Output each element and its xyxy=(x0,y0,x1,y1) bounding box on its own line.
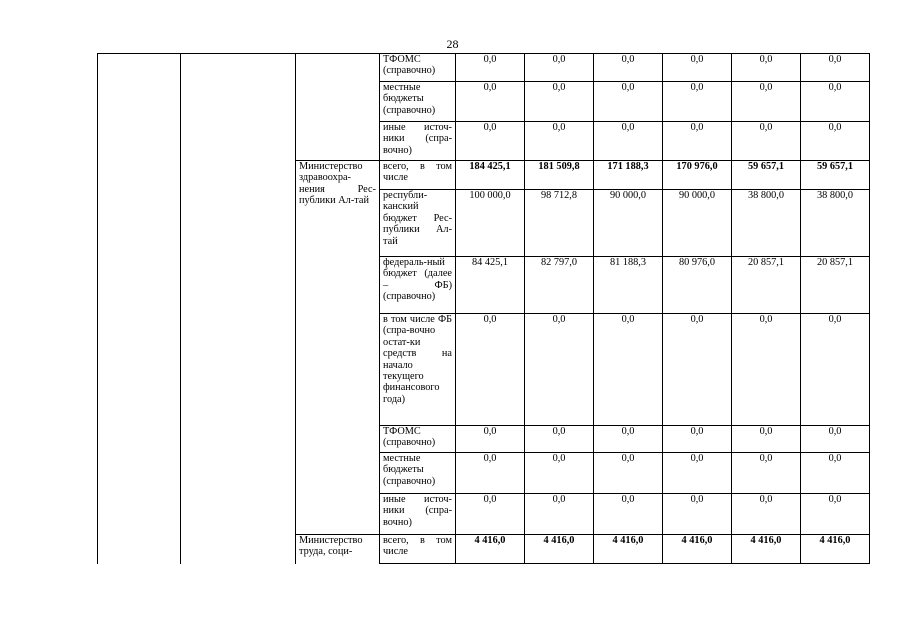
value-cell: 0,0 xyxy=(594,453,663,494)
table-row xyxy=(98,54,870,82)
org-cell: Министерство труда, соци- xyxy=(296,535,380,564)
value-cell: 0,0 xyxy=(732,122,801,161)
org-cell: Министерство здравоохра-нения Рес-публики Ал-тай xyxy=(296,161,380,535)
value-cell: 0,0 xyxy=(801,54,870,82)
value-cell: 0,0 xyxy=(525,82,594,122)
budget-table xyxy=(97,53,870,564)
value-cell: 0,0 xyxy=(525,54,594,82)
value-cell: 0,0 xyxy=(732,453,801,494)
value-cell: 0,0 xyxy=(594,122,663,161)
value-cell: 0,0 xyxy=(663,453,732,494)
value-cell: 0,0 xyxy=(525,494,594,535)
table-body xyxy=(98,54,870,564)
value-cell: 38 800,0 xyxy=(801,190,870,257)
value-cell: 0,0 xyxy=(525,426,594,453)
value-cell: 4 416,0 xyxy=(732,535,801,564)
value-cell: 0,0 xyxy=(732,494,801,535)
value-cell: 4 416,0 xyxy=(801,535,870,564)
value-cell: 90 000,0 xyxy=(663,190,732,257)
value-cell: 0,0 xyxy=(456,122,525,161)
value-cell: 0,0 xyxy=(663,314,732,426)
value-cell: 0,0 xyxy=(456,494,525,535)
funding-source-cell: иные источ-ники (спра-вочно) xyxy=(380,122,456,161)
funding-source-cell: республи-канский бюджет Рес-публики Ал-тай xyxy=(380,190,456,257)
value-cell: 80 976,0 xyxy=(663,257,732,314)
value-cell: 59 657,1 xyxy=(732,161,801,190)
empty-col-1 xyxy=(98,54,181,564)
value-cell: 0,0 xyxy=(525,122,594,161)
value-cell: 0,0 xyxy=(663,426,732,453)
funding-source-cell: ТФОМС (справочно) xyxy=(380,54,456,82)
value-cell: 84 425,1 xyxy=(456,257,525,314)
value-cell: 38 800,0 xyxy=(732,190,801,257)
value-cell: 4 416,0 xyxy=(594,535,663,564)
value-cell: 0,0 xyxy=(456,426,525,453)
value-cell: 98 712,8 xyxy=(525,190,594,257)
value-cell: 0,0 xyxy=(732,54,801,82)
page-number: 28 xyxy=(446,37,459,51)
value-cell: 0,0 xyxy=(525,453,594,494)
value-cell: 100 000,0 xyxy=(456,190,525,257)
value-cell: 20 857,1 xyxy=(732,257,801,314)
funding-source-cell: иные источ-ники (спра-вочно) xyxy=(380,494,456,535)
value-cell: 170 976,0 xyxy=(663,161,732,190)
value-cell: 4 416,0 xyxy=(663,535,732,564)
value-cell: 0,0 xyxy=(594,82,663,122)
value-cell: 171 188,3 xyxy=(594,161,663,190)
value-cell: 0,0 xyxy=(456,82,525,122)
value-cell: 0,0 xyxy=(594,54,663,82)
value-cell: 0,0 xyxy=(525,314,594,426)
funding-source-cell: в том числе ФБ (спра-вочно остат-ки средств на начало текущего финансового года) xyxy=(380,314,456,426)
value-cell: 4 416,0 xyxy=(525,535,594,564)
empty-col-2 xyxy=(181,54,296,564)
funding-source-cell: местные бюджеты (справочно) xyxy=(380,453,456,494)
value-cell: 0,0 xyxy=(732,426,801,453)
value-cell: 0,0 xyxy=(456,314,525,426)
value-cell: 0,0 xyxy=(801,82,870,122)
funding-source-cell: местные бюджеты (справочно) xyxy=(380,82,456,122)
value-cell: 90 000,0 xyxy=(594,190,663,257)
value-cell: 0,0 xyxy=(801,494,870,535)
funding-source-cell: всего, в том числе xyxy=(380,535,456,564)
value-cell: 0,0 xyxy=(456,54,525,82)
value-cell: 0,0 xyxy=(732,314,801,426)
value-cell: 0,0 xyxy=(801,453,870,494)
value-cell: 0,0 xyxy=(801,426,870,453)
value-cell: 0,0 xyxy=(663,122,732,161)
value-cell: 0,0 xyxy=(732,82,801,122)
value-cell: 0,0 xyxy=(456,453,525,494)
value-cell: 0,0 xyxy=(663,494,732,535)
value-cell: 59 657,1 xyxy=(801,161,870,190)
value-cell: 0,0 xyxy=(663,54,732,82)
value-cell: 0,0 xyxy=(594,426,663,453)
value-cell: 20 857,1 xyxy=(801,257,870,314)
value-cell: 81 188,3 xyxy=(594,257,663,314)
funding-source-cell: федераль-ный бюджет (далее – ФБ) (справочно) xyxy=(380,257,456,314)
org-cell-previous xyxy=(296,54,380,161)
value-cell: 0,0 xyxy=(594,314,663,426)
value-cell: 82 797,0 xyxy=(525,257,594,314)
funding-source-cell: ТФОМС (справочно) xyxy=(380,426,456,453)
value-cell: 184 425,1 xyxy=(456,161,525,190)
value-cell: 0,0 xyxy=(801,314,870,426)
funding-source-cell: всего, в том числе xyxy=(380,161,456,190)
value-cell: 0,0 xyxy=(663,82,732,122)
value-cell: 0,0 xyxy=(801,122,870,161)
value-cell: 181 509,8 xyxy=(525,161,594,190)
value-cell: 0,0 xyxy=(594,494,663,535)
value-cell: 4 416,0 xyxy=(456,535,525,564)
